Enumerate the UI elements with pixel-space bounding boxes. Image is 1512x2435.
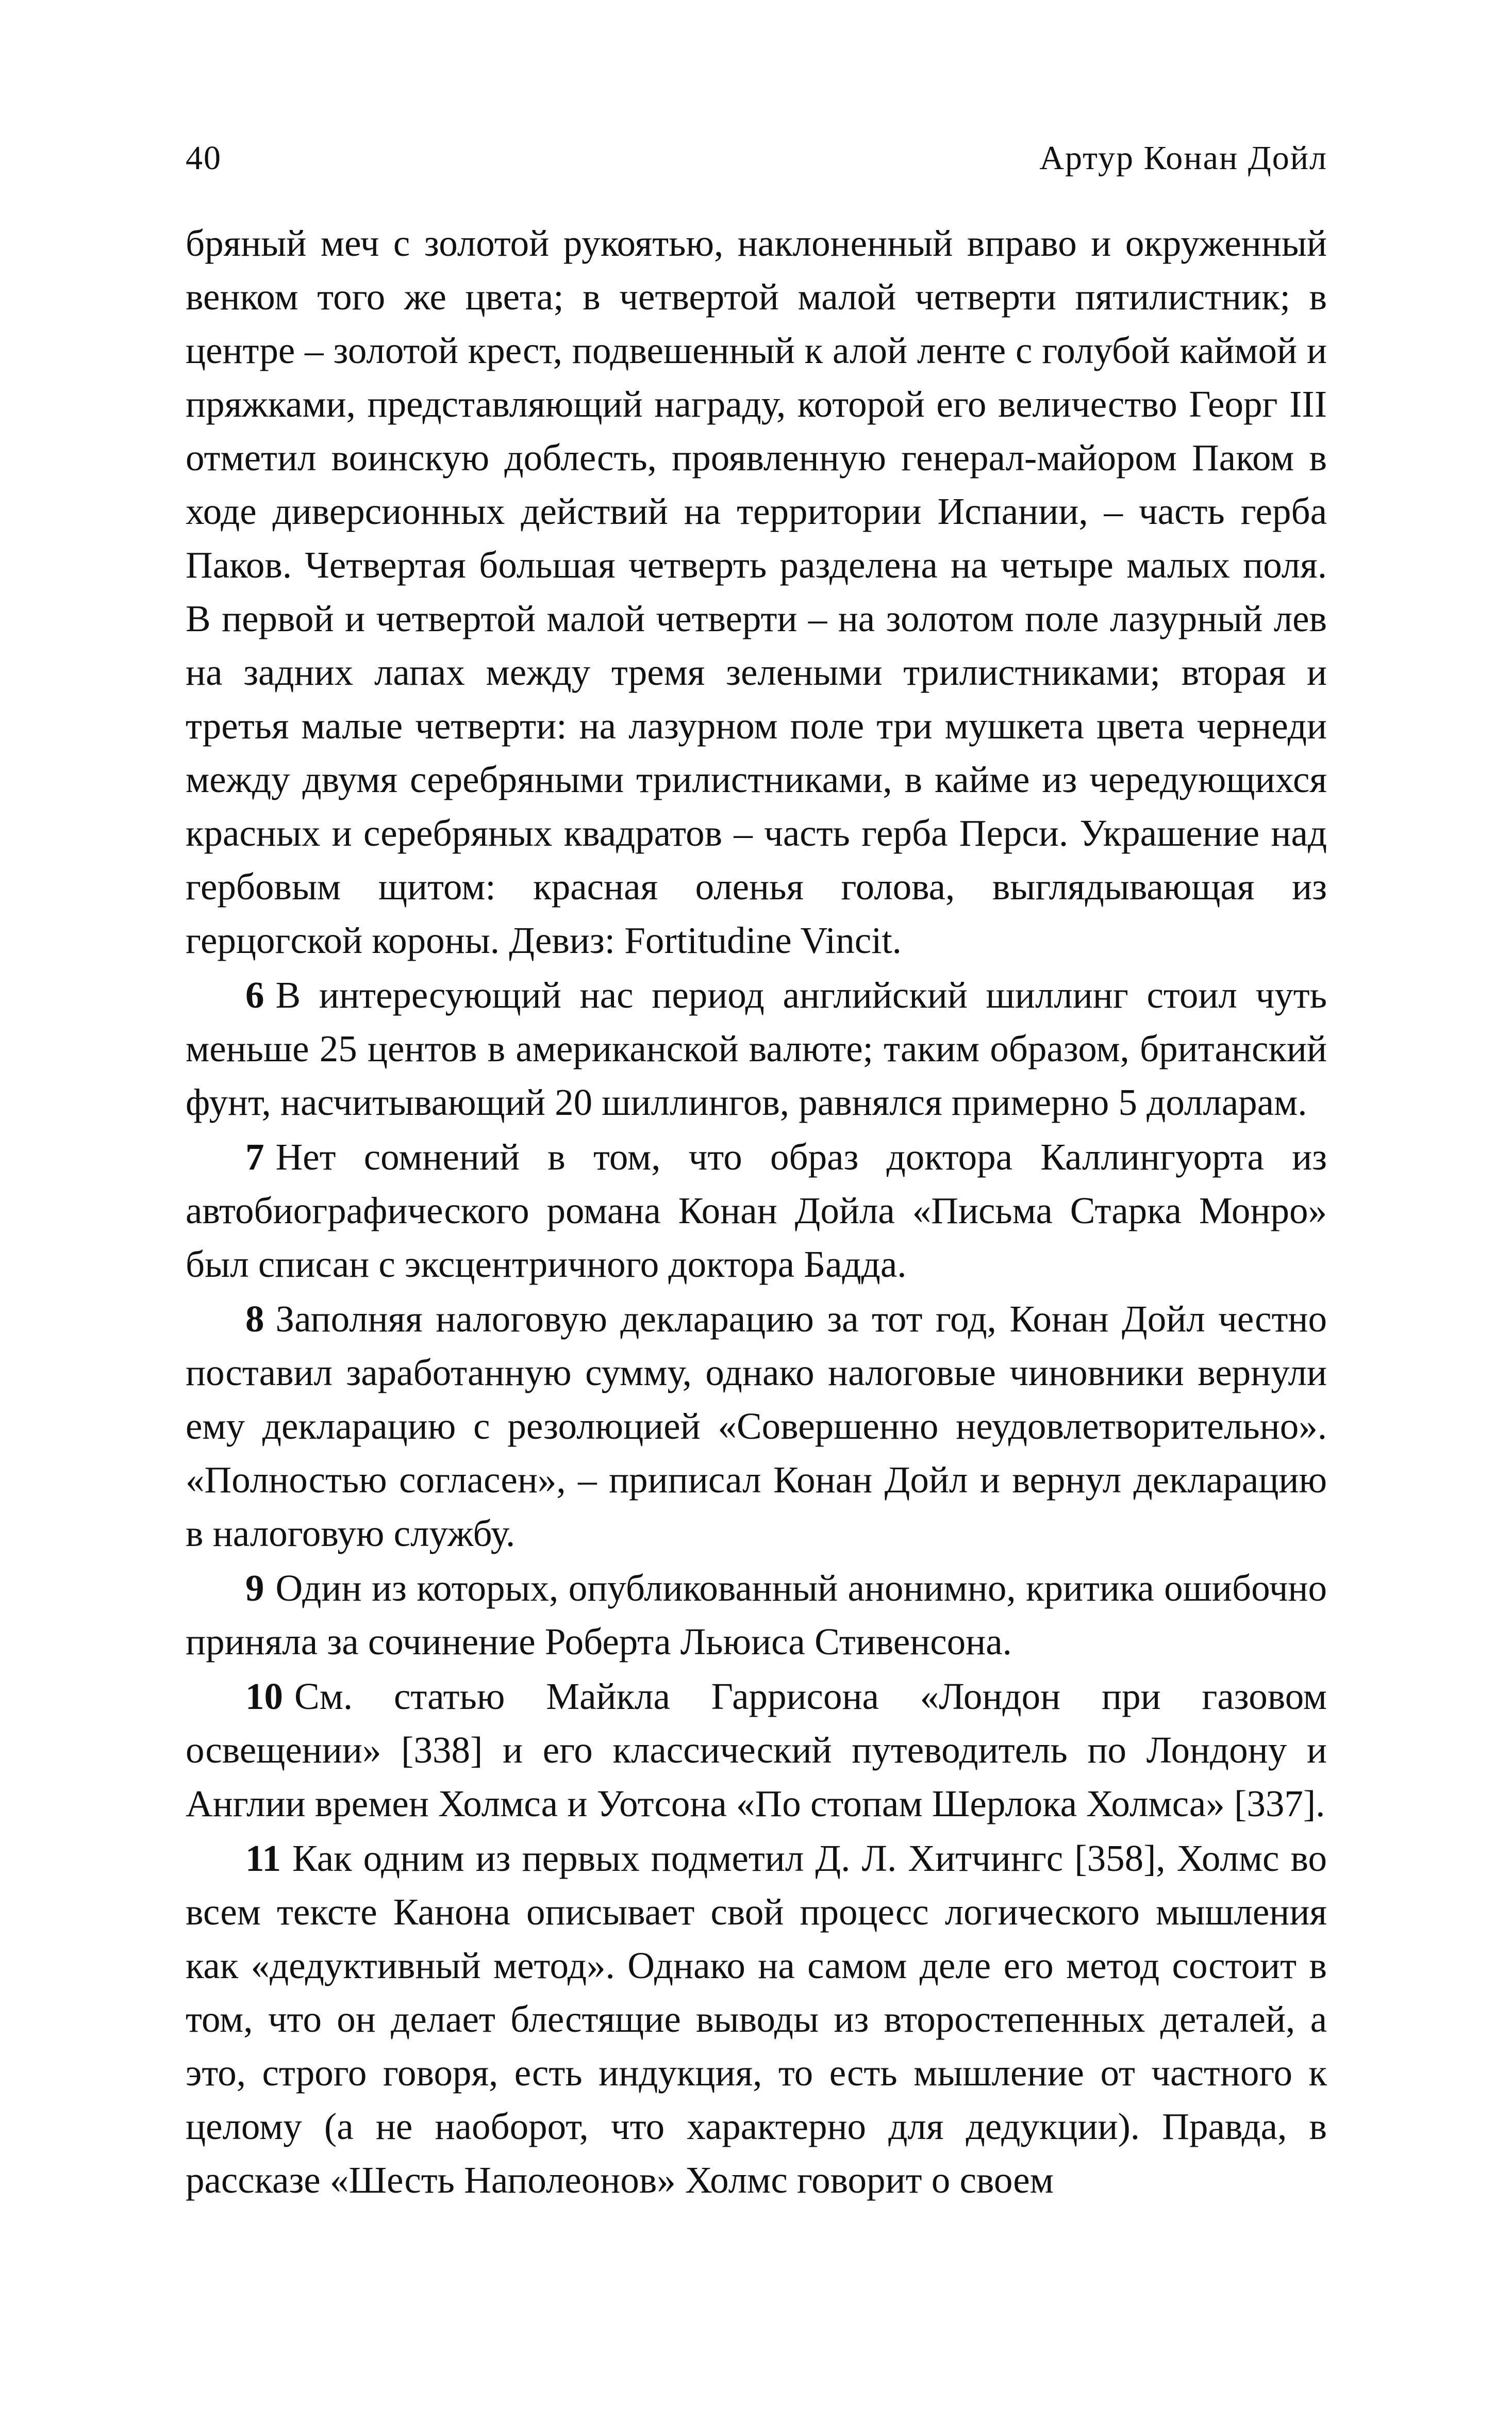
note-number: 9 <box>245 1567 264 1609</box>
note-number: 7 <box>245 1136 264 1178</box>
continued-note-paragraph: бряный меч с золотой рукоятью, наклоненный вправо и окруженный венком того же цвета; в четвертой малой четверти пятилистник; в центре – золотой крест, подвешенный к алой ленте с голубой каймой и пряжками, представляющий награду, которой его величество Георг III отметил воинскую доблесть, проявленную генерал-майором Паком в ходе диверсионных действий на территории Испании, – часть герба Паков. Четвертая большая четверть разделена на четыре малых поля. В первой и четвертой малой четверти – на золотом поле лазурный лев на задних лапах между тремя зелеными трилистниками; вторая и третья малые четверти: на лазурном поле три мушкета цвета чернеди между двумя серебряными трилистниками, в кайме из чередующихся красных и серебряных квадратов – часть герба Перси. Украшение над гербовым щитом: красная оленья голова, выглядывающая из герцогской короны. Девиз: Fortitudine Vincit. <box>186 222 1327 961</box>
note-text: В интересующий нас период английский шиллинг стоил чуть меньше 25 центов в американской валюте; таким образом, британский фунт, насчитывающий 20 шиллингов, равнялся примерно 5 долларам. <box>186 974 1327 1123</box>
note-text: Один из которых, опубликованный анонимно, критика ошибочно приняла за сочинение Роберта Льюиса Стивенсона. <box>186 1567 1327 1663</box>
note-text: Нет сомнений в том, что образ доктора Каллингуорта из автобиографического романа Конан Дойла «Письма Старка Монро» был списан с эксцентричного доктора Бадда. <box>186 1136 1327 1285</box>
note-text: Заполняя налоговую декларацию за тот год, Конан Дойл честно поставил заработанную сумму, однако налоговые чиновники вернули ему декларацию с резолюцией «Совершенно неудовлетворительно». «Полностью согласен», – приписал Конан Дойл и вернул декларацию в налоговую службу. <box>186 1298 1327 1554</box>
note-text: Как одним из первых подметил Д. Л. Хитчингс [358], Холмс во всем тексте Канона описывает свой процесс логического мышления как «дедуктивный метод». Однако на самом деле его метод состоит в том, что он делает блестящие выводы из второстепенных деталей, а это, строго говоря, есть индукция, то есть мышление от частного к целому (а не наоборот, что характерно для дедукции). Правда, в рассказе «Шесть Наполеонов» Холмс говорит о своем <box>186 1837 1327 2201</box>
note-number: 8 <box>245 1298 264 1340</box>
note-7 <box>186 1130 1327 1291</box>
notes-text <box>186 217 1327 2207</box>
note-8 <box>186 1292 1327 1560</box>
note-text: См. статью Майкла Гаррисона «Лондон при газовом освещении» [338] и его классический путеводитель по Лондону и Англии времен Холмса и Уотсона «По стопам Шерлока Холмса» [337]. <box>186 1675 1327 1824</box>
note-number: 6 <box>245 974 264 1016</box>
note-number: 11 <box>245 1837 281 1879</box>
running-head <box>186 135 1327 182</box>
note-10 <box>186 1670 1327 1831</box>
page-number: 40 <box>186 139 222 177</box>
running-head-author: Артур Конан Дойл <box>1039 139 1327 177</box>
note-6 <box>186 968 1327 1129</box>
note-9 <box>186 1561 1327 1669</box>
note-11 <box>186 1832 1327 2207</box>
note-number: 10 <box>245 1675 283 1717</box>
